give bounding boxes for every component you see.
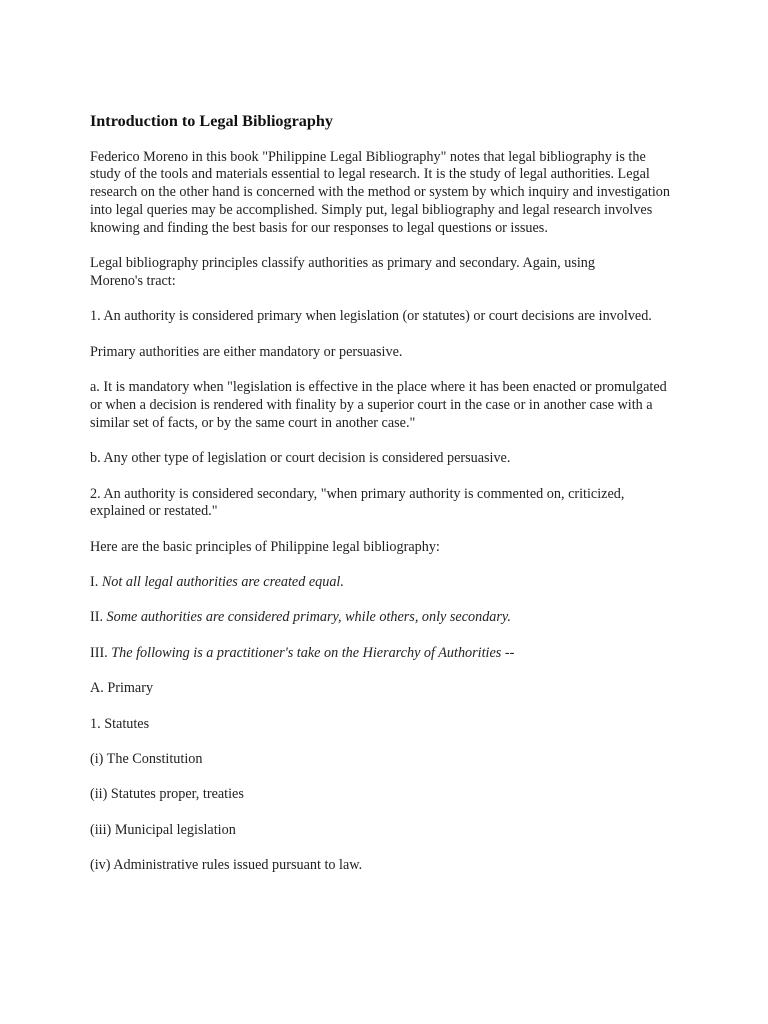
paragraph-item-b: b. Any other type of legislation or court decision is considered persuasive. xyxy=(90,450,511,467)
paragraph-item-a: a. It is mandatory when "legislation is effective in the place where it has been enacted or promulgated or when a decision is rendered with finality by a superior court in the case or in another case with a similar set of facts, or by the same court in another case." xyxy=(90,379,667,431)
principle-number: II. xyxy=(90,609,103,626)
principle-3 xyxy=(90,645,670,663)
principle-text: Not all legal authorities are created equal. xyxy=(101,574,344,591)
principle-2 xyxy=(90,609,670,627)
hierarchy-item: (i) The Constitution xyxy=(90,751,203,768)
principle-number: III. xyxy=(90,644,108,661)
hierarchy-statutes: 1. Statutes xyxy=(90,715,150,732)
paragraph-item-2: 2. An authority is considered secondary, "when primary authority is commented on, criticized, explained or restated." xyxy=(90,485,625,520)
paragraph-primary-types: Primary authorities are either mandatory or persuasive. xyxy=(90,343,403,360)
hierarchy-section-primary: A. Primary xyxy=(90,680,154,697)
paragraph-basic-principles: Here are the basic principles of Philippine legal bibliography: xyxy=(90,538,440,555)
hierarchy-item: (iv) Administrative rules issued pursuant to law. xyxy=(90,857,363,874)
hierarchy-item: (ii) Statutes proper, treaties xyxy=(90,786,244,803)
paragraph-principles: Legal bibliography principles classify authorities as primary and secondary. Again, using Moreno's tract: xyxy=(90,255,595,289)
principle-text: Some authorities are considered primary, while others, only secondary. xyxy=(106,609,511,626)
paragraph-intro: Federico Moreno in this book "Philippine Legal Bibliography" notes that legal bibliography is the study of the tools and materials essential to legal research. It is the study of legal authorities. Legal research on the other hand is concerned with the method or system by which inquiry and investigation into legal queries may be accomplished. Simply put, legal bibliography and legal research involves knowing and finding the best basis for our responses to legal questions or issues. xyxy=(90,148,670,236)
document-title: Introduction to Legal Bibliography xyxy=(90,112,334,130)
hierarchy-item: (iii) Municipal legislation xyxy=(90,821,236,838)
paragraph-item-1: 1. An authority is considered primary when legislation (or statutes) or court decisions are involved. xyxy=(90,308,652,325)
principle-text: The following is a practitioner's take on the Hierarchy of Authorities -- xyxy=(111,644,515,661)
document-body xyxy=(90,111,670,893)
principle-1 xyxy=(90,574,670,592)
principle-number: I. xyxy=(90,574,99,591)
